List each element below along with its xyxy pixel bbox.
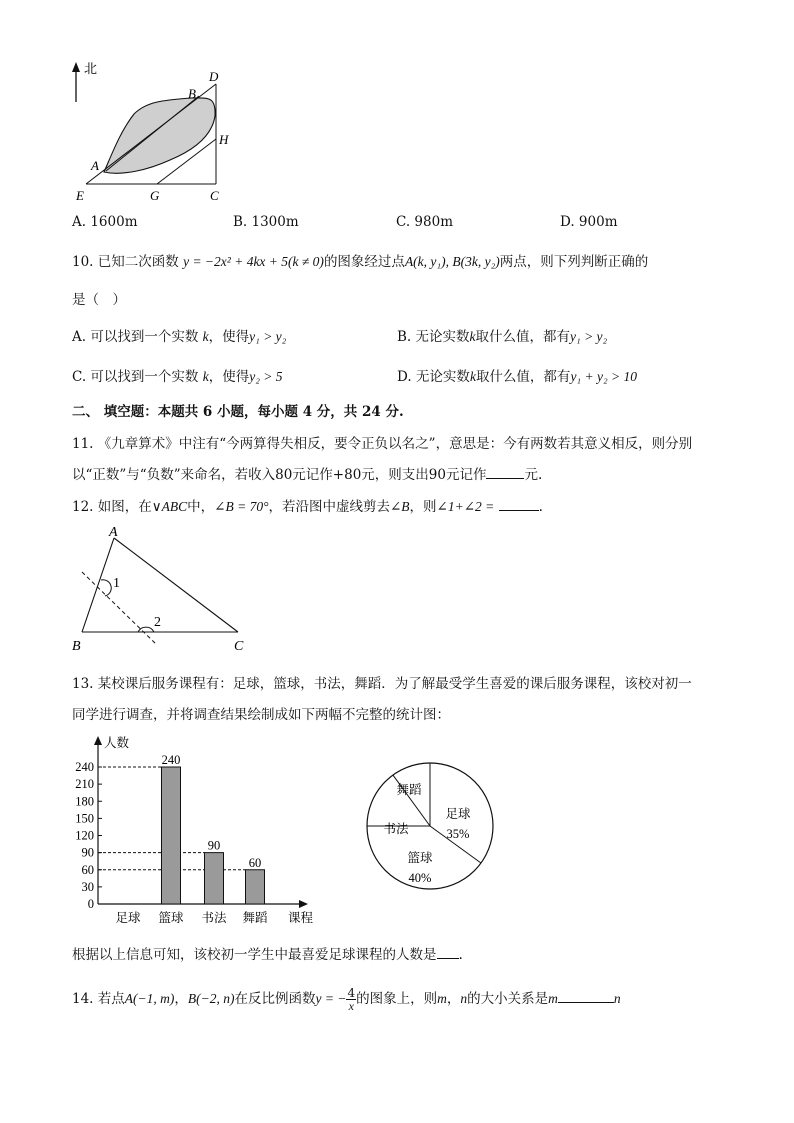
q13-answer-blank [437,958,459,959]
bar-data-label: 240 [161,753,181,767]
q13-line1: 13. 某校课后服务课程有：足球，篮球，书法，舞蹈．为了解最受学生喜爱的课后服务课程，该校对初一 [72,676,692,692]
bar-篮球 [162,767,181,904]
x-axis-title: 课程 [288,911,314,925]
category-label: 舞蹈 [242,911,268,925]
category-label: 篮球 [158,911,184,925]
svg-text:1: 1 [113,576,120,591]
q13-line3: 根据以上信息可知，该校初一学生中最喜爱足球课程的人数是 . [72,947,463,963]
q10-option-a: A. 可以找到一个实数 k，使得y₁ > y₂ [72,329,287,345]
q9-option-c: C. 980m [396,214,453,230]
svg-text:B: B [72,639,81,654]
q9-option-b: B. 1300m [233,214,299,230]
svg-text:H: H [219,132,229,147]
y-tick-label: 180 [75,794,94,809]
q14-answer-blank [558,1002,614,1003]
q10-stem-line2: 是（ ） [72,292,126,308]
q11-answer-blank [486,478,524,479]
q9-option-d: D. 900m [560,214,618,230]
y-tick-label: 90 [81,845,94,860]
x-axis-arrow [299,900,308,908]
y-tick-label: 30 [81,879,94,894]
y-axis-arrow [94,736,102,745]
q12-stem: 12. 如图，在∨ABC中，∠B = 70°，若沿图中虚线剪去∠B，则∠1+∠2 = . [72,499,543,515]
svg-text:2: 2 [154,615,161,630]
north-label: 北 [84,61,98,76]
svg-text:A: A [91,158,99,173]
q12-answer-blank [499,510,539,511]
fraction: $\frac{4}{x}$ [347,986,356,1013]
svg-text:C: C [210,188,219,203]
pie-label-舞蹈: 舞蹈 [396,783,422,797]
pie-percent-篮球: 40% [408,871,432,885]
q14-stem: 14. 若点A(−1, m)，B(−2, n)在反比例函数y = − $\frac{4}{x}$ 的图象上，则m，n的大小关系是m n [72,986,621,1013]
q10-stem: 10. 已知二次函数 y = −2x² + 4kx + 5(k ≠ 0)的图象经过点A(k, y₁), B(3k, y₂)两点，则下列判断正确的 [72,254,649,270]
pie-label-足球: 足球 [445,807,471,821]
q10-option-d: D. 无论实数k取什么值，都有y₁ + y₂ > 10 [397,369,638,385]
map-figure [66,58,246,206]
section-heading: 二、 填空题：本题共 6 小题，每小题 4 分，共 24 分. [72,404,404,420]
y-axis-title: 人数 [104,736,130,750]
y-tick-label: 0 [87,897,94,911]
pie-label-篮球: 篮球 [407,851,433,865]
q9-option-a: A. 1600m [72,214,138,230]
lake-shape [104,98,215,173]
triangle-figure [66,526,256,654]
bar-data-label: 90 [207,838,221,853]
category-label: 书法 [201,911,227,925]
y-tick-label: 120 [75,828,94,843]
bar-舞蹈 [246,870,265,904]
category-label: 足球 [115,911,141,925]
svg-text:B: B [188,86,196,101]
svg-text:D: D [209,69,219,84]
q11-line2: 以“正数”与“负数”来命名，若收入80元记作+80元，则支出90元记作 元. [72,467,543,483]
svg-text:A: A [109,526,118,540]
q10-option-c: C. 可以找到一个实数 k，使得y₂ > 5 [72,369,283,385]
q13-line2: 同学进行调查，并将调查结果绘制成如下两幅不完整的统计图： [72,707,450,723]
bar-data-label: 60 [248,855,262,870]
svg-text:G: G [150,188,160,203]
y-tick-label: 150 [75,811,94,826]
q10-option-b: B. 无论实数k取什么值，都有y₁ > y₂ [397,329,608,345]
y-tick-label: 240 [75,760,94,774]
y-tick-label: 60 [81,862,94,877]
pie-percent-足球: 35% [446,827,470,841]
q11-line1: 11. 《九章算术》中注有“今两算得失相反，要令正负以名之”，意思是：今有两数若其意义相反，则分别 [72,436,693,452]
pie-label-书法: 书法 [383,822,409,836]
bar-书法 [205,853,224,904]
y-tick-label: 210 [75,777,94,792]
bar-chart [66,730,336,926]
svg-text:E: E [76,188,84,203]
pie-chart [362,758,498,894]
svg-text:C: C [234,639,244,654]
